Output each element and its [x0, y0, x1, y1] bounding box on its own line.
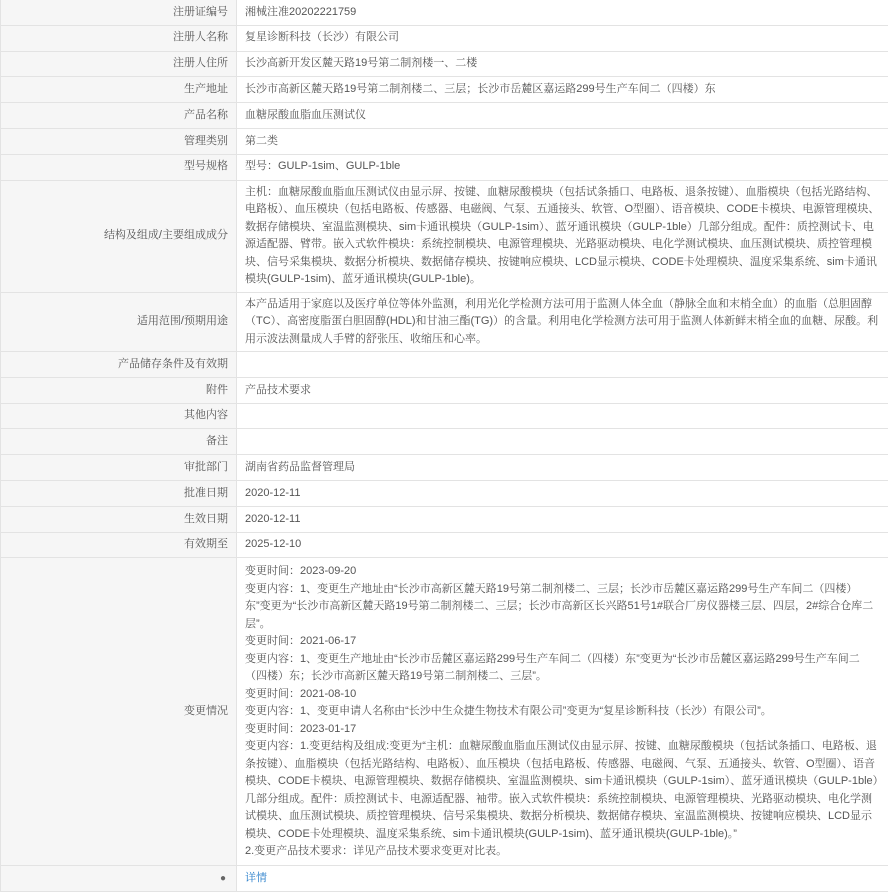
- row-registrant-name: [1, 25, 888, 51]
- value-product-name: 血糖尿酸血脂血压测试仪: [237, 103, 888, 129]
- label-model-spec: 型号规格: [1, 154, 237, 180]
- label-effective-date: 生效日期: [1, 506, 237, 532]
- detail-label-cell: [1, 865, 237, 891]
- row-structure: [1, 180, 888, 292]
- label-management-class: 管理类别: [1, 128, 237, 154]
- row-remarks: [1, 429, 888, 455]
- value-remarks: [237, 429, 888, 455]
- change-line: 变更内容：1、变更生产地址由“长沙市岳麓区嘉运路299号生产车间二（四楼）东”变更为“长沙市岳麓区嘉运路299号生产车间二（四楼）东；长沙市高新区麓天路19号第二制剂楼二、三层”。: [245, 652, 860, 683]
- value-change-history: [237, 558, 888, 866]
- value-structure: 主机：血糖尿酸血脂血压测试仪由显示屏、按键、血糖尿酸模块（包括试条插口、电路板、退条按键）、血脂模块（包括光路结构、电路板）、血压模块（包括电路板、传感器、电磁阀、气泵、五通接头、软管、O型圈）、语音模块、CODE卡模块、电源管理模块、数据存储模块、室温监测模块、sim卡通讯模块（GULP-1sim）、蓝牙通讯模块（GULP-1ble）几部分组成。配件：质控测试卡、电源适配器、臂带。嵌入式软件模块：系统控制模块、电源管理模块、光路驱动模块、电化学测试模块、血压测试模块、质控管理模块、信号采集模块、数据分析模块、数据储存模块、按键响应模块、LCD显示模块、CODE卡处理模块、温度采集系统、sim卡通讯模块(GULP-1sim)、蓝牙通讯模块(GULP-1ble)。: [237, 180, 888, 292]
- label-structure: 结构及组成/主要组成成分: [1, 180, 237, 292]
- value-valid-until: 2025-12-10: [237, 532, 888, 558]
- value-approval-dept: 湖南省药品监督管理局: [237, 455, 888, 481]
- row-approval-date: [1, 481, 888, 507]
- label-production-address: 生产地址: [1, 77, 237, 103]
- value-effective-date: 2020-12-11: [237, 506, 888, 532]
- label-intended-use: 适用范围/预期用途: [1, 292, 237, 352]
- label-registration-no: 注册证编号: [1, 0, 237, 25]
- row-detail: [1, 865, 888, 891]
- label-product-name: 产品名称: [1, 103, 237, 129]
- row-approval-dept: [1, 455, 888, 481]
- label-approval-dept: 审批部门: [1, 455, 237, 481]
- value-other: [237, 403, 888, 429]
- row-registrant-address: [1, 51, 888, 77]
- label-approval-date: 批准日期: [1, 481, 237, 507]
- row-other: [1, 403, 888, 429]
- label-storage: 产品储存条件及有效期: [1, 352, 237, 378]
- value-intended-use: 本产品适用于家庭以及医疗单位等体外监测，利用光化学检测方法可用于监测人体全血（静脉全血和末梢全血）的血脂（总胆固醇（TC）、高密度脂蛋白胆固醇(HDL)和甘油三酯(TG)）的含量。利用电化学检测方法可用于监测人体新鲜末梢全血的血糖、尿酸。利用示波法测量成人手臂的舒张压、收缩压和心率。: [237, 292, 888, 352]
- row-attachment: [1, 377, 888, 403]
- row-change-history: [1, 558, 888, 866]
- value-model-spec: 型号：GULP-1sim、GULP-1ble: [237, 154, 888, 180]
- row-registration-no: [1, 0, 888, 25]
- change-line: 变更内容：1、变更生产地址由“长沙市高新区麓天路19号第二制剂楼二、三层；长沙市岳麓区嘉运路299号生产车间二（四楼）东”变更为“长沙市高新区麓天路19号第二制剂楼二、三层；长沙市高新区长兴路51号1#联合厂房仪器楼三层、四层，2#综合仓库二层”。: [245, 582, 874, 630]
- row-management-class: [1, 128, 888, 154]
- location-pin-icon: ●: [219, 872, 226, 884]
- label-remarks: 备注: [1, 429, 237, 455]
- row-model-spec: [1, 154, 888, 180]
- detail-cell: [237, 865, 888, 891]
- value-attachment: 产品技术要求: [237, 377, 888, 403]
- row-storage: [1, 352, 888, 378]
- label-change-history: 变更情况: [1, 558, 237, 866]
- label-registrant-name: 注册人名称: [1, 25, 237, 51]
- change-line: 变更时间：2023-09-20: [245, 565, 357, 578]
- change-line: 变更时间：2021-06-17: [245, 635, 357, 648]
- value-registrant-name: 复星诊断科技（长沙）有限公司: [237, 25, 888, 51]
- change-line: 变更时间：2021-08-10: [245, 687, 357, 700]
- label-registrant-address: 注册人住所: [1, 51, 237, 77]
- detail-link[interactable]: 详情: [245, 871, 267, 884]
- value-approval-date: 2020-12-11: [237, 481, 888, 507]
- value-management-class: 第二类: [237, 128, 888, 154]
- change-line: 2.变更产品技术要求：详见产品技术要求变更对比表。: [245, 845, 508, 858]
- change-line: 变更内容：1.变更结构及组成:变更为“主机：血糖尿酸血脂血压测试仪由显示屏、按键、血糖尿酸模块（包括试条插口、电路板、退条按键）、血脂模块（包括光路结构、电路板）、血压模块（包括电路板、传感器、电磁阀、气泵、五通接头、软管、O型圈）、语音模块、CODE卡模块、电源管理模块、数据存储模块、室温监测模块、sim卡通讯模块（GULP-1sim）、蓝牙通讯模块（GULP-1ble）几部分组成。配件：质控测试卡、电源适配器、袖带。嵌入式软件模块：系统控制模块、电源管理模块、光路驱动模块、电化学测试模块、血压测试模块、质控管理模块、信号采集模块、数据分析模块、数据储存模块、室温监测模块、按键响应模块、LCD显示模块、CODE卡处理模块、温度采集系统、sim卡通讯模块(GULP-1sim)、蓝牙通讯模块(GULP-1ble)。”: [245, 740, 879, 840]
- label-valid-until: 有效期至: [1, 532, 237, 558]
- value-storage: [237, 352, 888, 378]
- change-line: 变更时间：2023-01-17: [245, 722, 357, 735]
- row-intended-use: [1, 292, 888, 352]
- value-production-address: 长沙市高新区麓天路19号第二制剂楼二、三层；长沙市岳麓区嘉运路299号生产车间二（四楼）东: [237, 77, 888, 103]
- row-production-address: [1, 77, 888, 103]
- row-valid-until: [1, 532, 888, 558]
- row-effective-date: [1, 506, 888, 532]
- label-attachment: 附件: [1, 377, 237, 403]
- row-product-name: [1, 103, 888, 129]
- label-other: 其他内容: [1, 403, 237, 429]
- value-registrant-address: 长沙高新开发区麓天路19号第二制剂楼一、二楼: [237, 51, 888, 77]
- change-line: 变更内容：1、变更申请人名称由“长沙中生众捷生物技术有限公司”变更为“复星诊断科技（长沙）有限公司”。: [245, 705, 772, 718]
- value-registration-no: 湘械注准20202221759: [237, 0, 888, 25]
